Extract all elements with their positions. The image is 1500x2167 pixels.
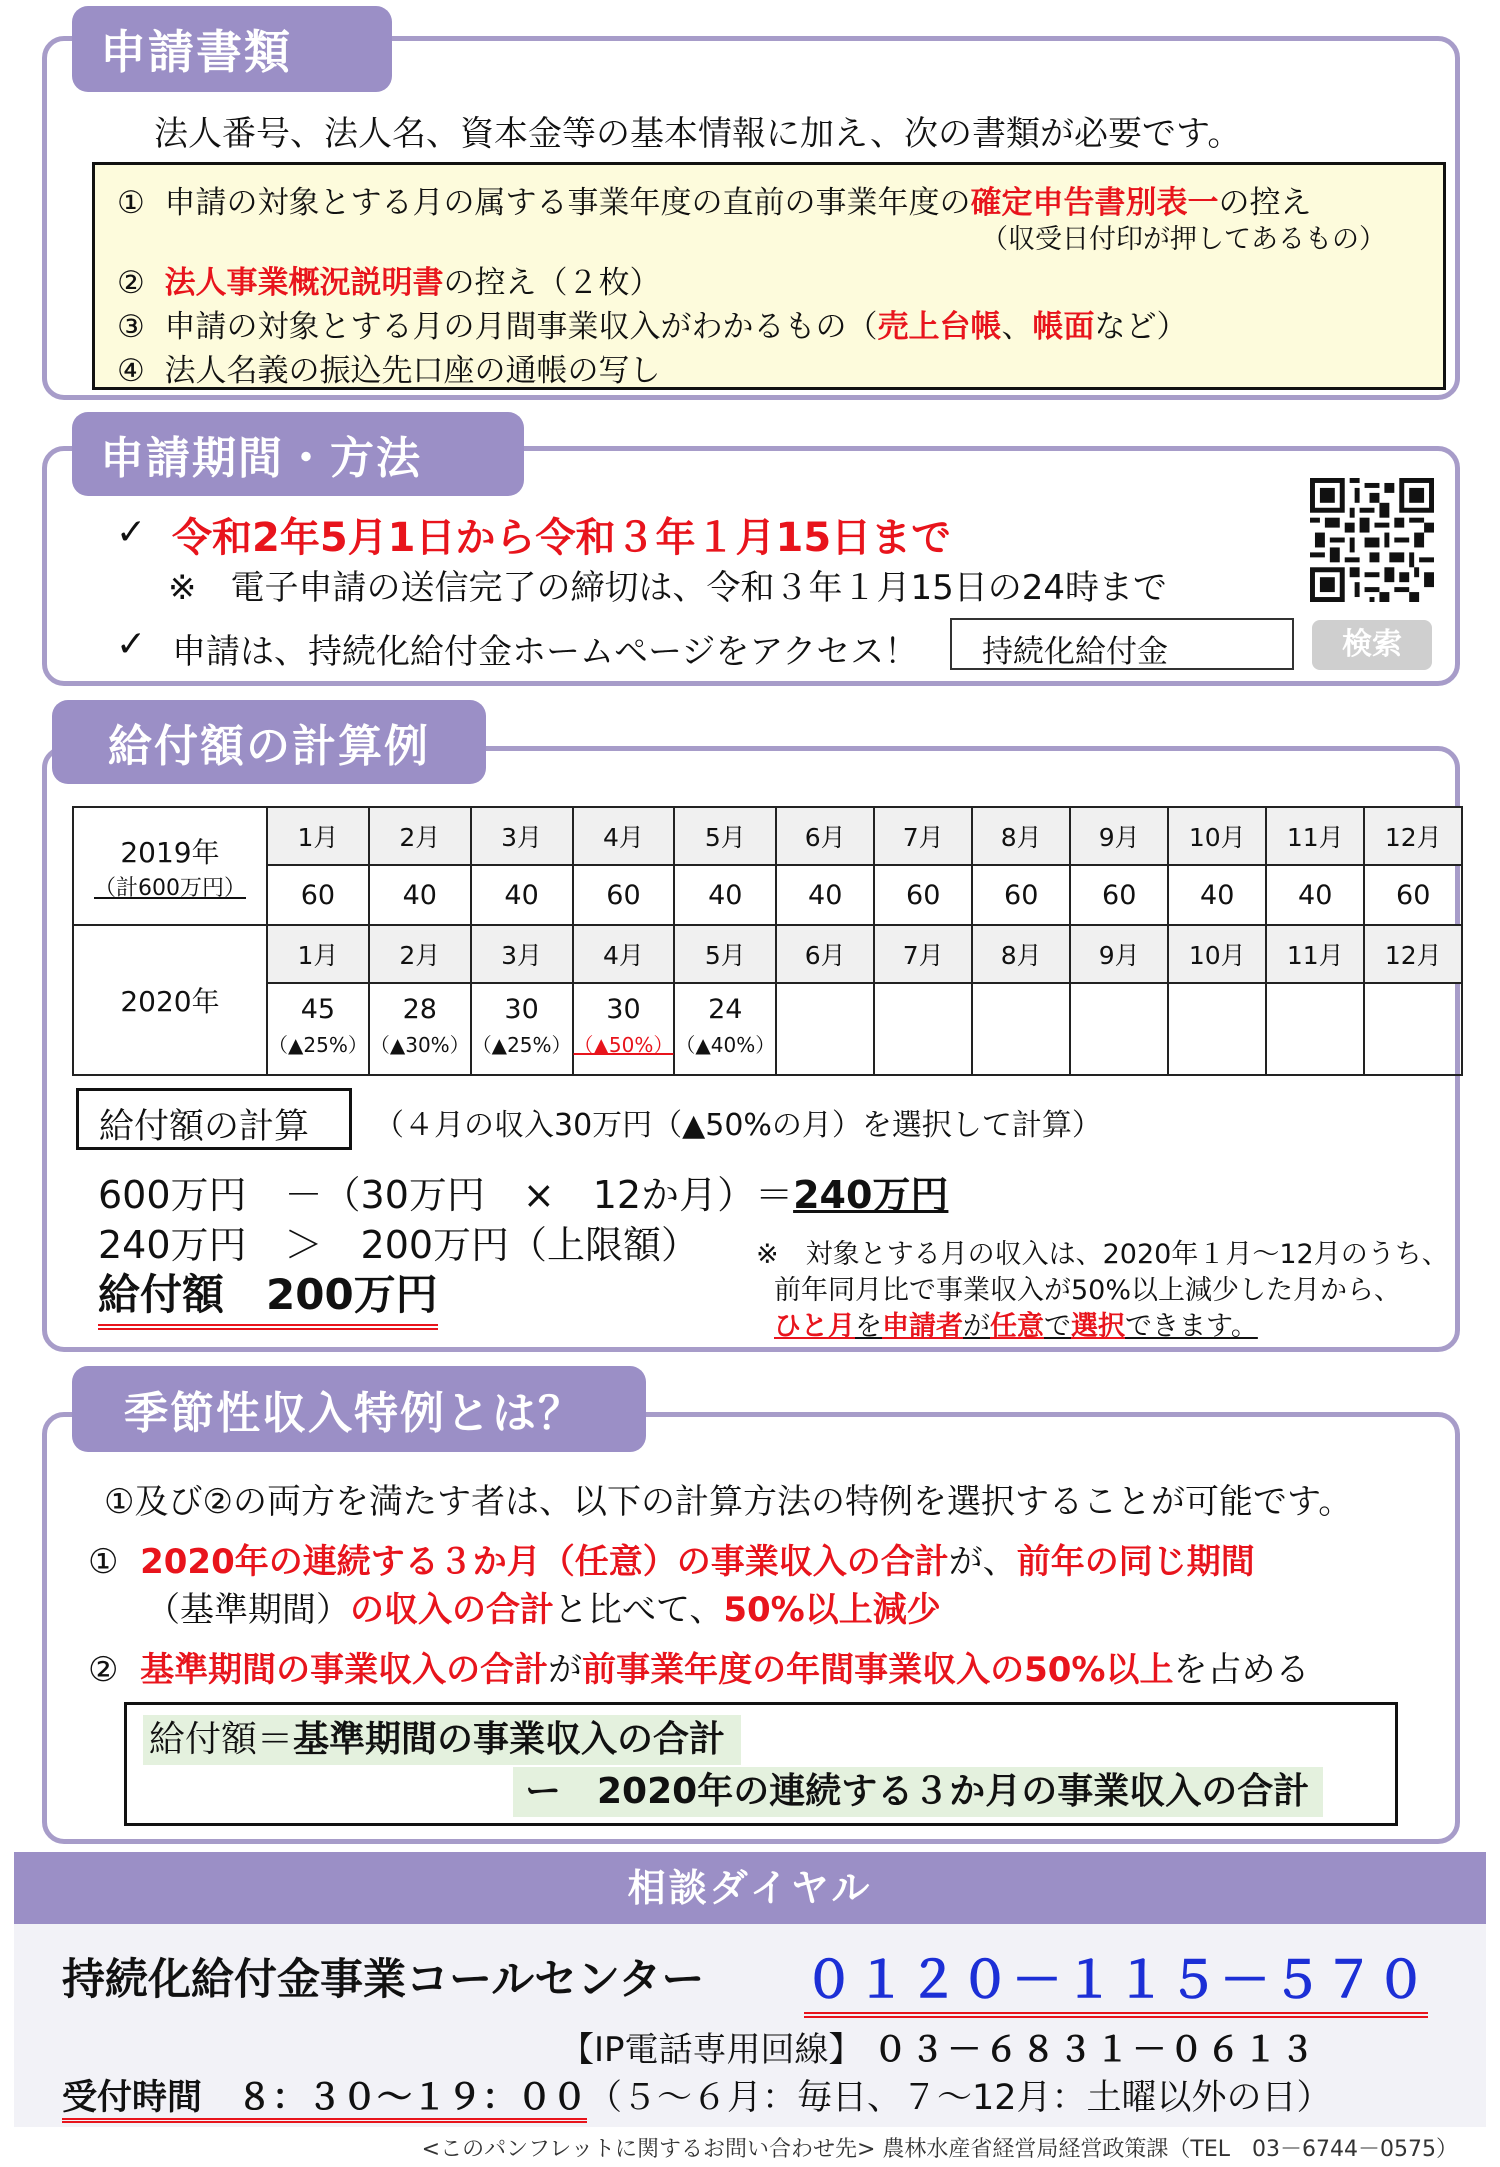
value-2019-text: 40	[402, 879, 437, 911]
note-highlight: ひと月	[774, 1311, 855, 1342]
call-center-tel[interactable]: ０１２０－１１５－５７０	[804, 1940, 1428, 2018]
note-text: が	[963, 1311, 990, 1342]
calc-line-1	[98, 1164, 948, 1219]
side-note-2: 前年同月比で事業収入が50%以上減少した月から、	[774, 1275, 1402, 1306]
month-header-2020: 8月	[972, 925, 1070, 983]
value-2019-text: 60	[606, 879, 641, 911]
item-num: ①	[88, 1542, 119, 1582]
note-highlight: 選択	[1071, 1311, 1125, 1342]
value-2019	[776, 865, 874, 925]
hours-note: （５～６月：毎日、７～12月：土曜以外の日）	[587, 2078, 1332, 2118]
year-2020-cell	[73, 925, 267, 1075]
change-pct: （▲25%）	[268, 1033, 368, 1057]
value-2020	[1070, 983, 1168, 1075]
note-text: を	[855, 1311, 882, 1342]
documents-intro: 法人番号、法人名、資本金等の基本情報に加え、次の書類が必要です。	[154, 114, 1242, 154]
doc-item-num: ④	[117, 353, 145, 389]
section-seasonal-title: 季節性収入特例とは？	[72, 1366, 646, 1452]
value-2019-text: 40	[504, 879, 539, 911]
value-2020	[1364, 983, 1462, 1075]
hours-label: 受付時間 ８：３０～１９：００	[62, 2078, 587, 2123]
formula-text: 給付額＝	[149, 1719, 294, 1760]
calc-label: 給付額の計算	[99, 1107, 310, 1147]
value-2019-text: 60	[1396, 879, 1431, 911]
value-2020-text: 24	[708, 994, 743, 1025]
value-2019-text: 40	[1298, 879, 1333, 911]
side-note-1: ※ 対象とする月の収入は、2020年１月～12月のうち、	[756, 1239, 1449, 1270]
calc-line-2: 240万円 ＞ 200万円（上限額）	[98, 1223, 700, 1267]
month-header-2019: 2月	[369, 807, 471, 865]
month-header-2019: 12月	[1364, 807, 1462, 865]
value-2019	[1168, 865, 1266, 925]
doc-item-highlight: 法人事業概況説明書	[164, 265, 444, 301]
doc-item-2	[117, 257, 661, 302]
month-header-2019: 9月	[1070, 807, 1168, 865]
value-2019	[573, 865, 675, 925]
doc-item-text: の控え（２枚）	[443, 265, 661, 301]
change-pct: （▲25%）	[471, 1033, 572, 1057]
value-2020	[573, 983, 675, 1075]
calculation-table	[72, 806, 1463, 1076]
month-header-2019: 4月	[573, 807, 675, 865]
month-header-2019: 8月	[972, 807, 1070, 865]
change-pct: （▲30%）	[369, 1033, 470, 1057]
value-2019	[1266, 865, 1364, 925]
value-2019	[972, 865, 1070, 925]
value-2020	[674, 983, 776, 1075]
month-header-2020: 9月	[1070, 925, 1168, 983]
value-2019-text: 60	[1102, 879, 1137, 911]
change-pct: （▲50%）	[573, 1033, 674, 1057]
item-highlight: 50%以上減少	[723, 1590, 941, 1630]
value-2020	[267, 983, 369, 1075]
seasonal-intro: ①及び②の両方を満たす者は、以下の計算方法の特例を選択することが可能です。	[104, 1482, 1353, 1522]
month-header-2020: 5月	[674, 925, 776, 983]
contact-title: 相談ダイヤル	[14, 1852, 1486, 1924]
value-2019	[874, 865, 972, 925]
month-header-2019: 5月	[674, 807, 776, 865]
ip-phone-line	[560, 2022, 1317, 2071]
value-2020-text: 45	[300, 994, 336, 1025]
doc-item-1-note: （収受日付印が押してあるもの）	[981, 224, 1386, 255]
qr-code-icon[interactable]	[1310, 478, 1434, 602]
formula-highlight: 基準期間の事業収入の合計	[293, 1719, 726, 1760]
doc-item-num: ③	[117, 309, 145, 345]
value-2019	[369, 865, 471, 925]
value-2020	[471, 983, 573, 1075]
check-icon: ✓	[116, 624, 147, 665]
value-2019	[267, 865, 369, 925]
item-highlight: の収入の合計	[350, 1590, 554, 1630]
month-header-2020: 7月	[874, 925, 972, 983]
doc-item-num: ①	[117, 185, 145, 221]
item-text: （基準期間）	[146, 1590, 350, 1630]
note-text: できます。	[1125, 1311, 1258, 1342]
year-2019-cell	[73, 807, 267, 925]
month-header-2020: 3月	[471, 925, 573, 983]
month-header-2020: 4月	[573, 925, 675, 983]
value-2020	[1168, 983, 1266, 1075]
period-note: ※ 電子申請の送信完了の締切は、令和３年１月15日の24時まで	[168, 568, 1168, 608]
item-highlight: 基準期間の事業収入の合計	[140, 1650, 549, 1690]
item-highlight: 前事業年度の年間事業収入の50%以上	[582, 1650, 1174, 1690]
doc-item-highlight: 帳面	[1032, 309, 1095, 345]
side-note-3	[774, 1304, 1258, 1343]
value-2019	[471, 865, 573, 925]
doc-item-text: 申請の対象とする月の月間事業収入がわかるもの（	[164, 309, 878, 345]
month-header-2019: 1月	[267, 807, 369, 865]
value-2019	[674, 865, 776, 925]
year-2019-label: 2019年	[120, 835, 220, 869]
search-input-value: 持続化給付金	[982, 634, 1168, 670]
search-input[interactable]	[950, 618, 1294, 670]
doc-item-3	[117, 301, 1188, 346]
value-2020	[369, 983, 471, 1075]
item-text: と比べて、	[554, 1590, 724, 1630]
value-2020	[1266, 983, 1364, 1075]
item-num: ②	[88, 1650, 119, 1690]
month-header-2020: 2月	[369, 925, 471, 983]
doc-item-text: 、	[1001, 309, 1033, 345]
doc-item-text: 申請の対象とする月の属する事業年度の直前の事業年度の	[164, 185, 971, 221]
footer-contact: <このパンフレットに関するお問い合わせ先> 農林水産省経営局経営政策課（TEL 03－6744－0575）	[421, 2137, 1458, 2162]
doc-item-1	[117, 177, 1312, 222]
value-2020-text: 30	[606, 994, 641, 1025]
value-2020-text: 28	[402, 994, 437, 1025]
formula-line-2: ー 2020年の連続する３か月の事業収入の合計	[513, 1767, 1323, 1817]
item-highlight: 2020年の連続する３か月（任意）の事業収入の合計	[140, 1542, 949, 1582]
value-2020	[776, 983, 874, 1075]
doc-item-highlight: 売上台帳	[877, 309, 1002, 345]
formula-box	[124, 1702, 1398, 1826]
doc-item-text: など）	[1094, 309, 1188, 345]
year-2020-label: 2020年	[120, 985, 220, 1018]
search-button[interactable]: 検索	[1312, 620, 1432, 670]
month-header-2019: 11月	[1266, 807, 1364, 865]
seasonal-item-1-cont	[146, 1582, 941, 1631]
note-text: で	[1044, 1311, 1071, 1342]
documents-list	[92, 162, 1446, 390]
year-2019-total: （計600万円）	[94, 875, 246, 901]
month-header-2019: 3月	[471, 807, 573, 865]
month-header-2020: 12月	[1364, 925, 1462, 983]
month-header-2020: 10月	[1168, 925, 1266, 983]
item-text: を占める	[1173, 1650, 1310, 1690]
seasonal-item-1	[88, 1534, 1255, 1583]
value-2019-text: 60	[1004, 879, 1039, 911]
calc-note: （４月の収入30万円（▲50%の月）を選択して計算）	[374, 1108, 1102, 1143]
value-2020	[874, 983, 972, 1075]
doc-item-text: 法人名義の振込先口座の通帳の写し	[164, 353, 661, 389]
item-text: が	[548, 1650, 583, 1690]
value-2019-text: 60	[300, 879, 336, 911]
month-header-2020: 11月	[1266, 925, 1364, 983]
value-2019	[1070, 865, 1168, 925]
month-header-2020: 6月	[776, 925, 874, 983]
month-header-2019: 10月	[1168, 807, 1266, 865]
value-2020	[972, 983, 1070, 1075]
calc-intermediate-result: 240万円	[793, 1173, 949, 1217]
value-2019	[1364, 865, 1462, 925]
access-instruction: 申請は、持続化給付金ホームページをアクセス！	[172, 632, 919, 672]
item-text: が、	[948, 1542, 1017, 1582]
value-2019-text: 40	[1200, 879, 1235, 911]
ip-phone-tel[interactable]: ０３－６８３１－０６１３	[873, 2030, 1318, 2070]
doc-item-highlight: 確定申告書別表一	[970, 185, 1219, 221]
value-2019-text: 60	[906, 879, 941, 911]
value-2020-text: 30	[504, 994, 539, 1025]
calc-formula: 600万円 －（30万円 × 12か月）＝	[98, 1173, 794, 1217]
change-pct: （▲40%）	[675, 1033, 776, 1057]
note-highlight: 任意	[990, 1311, 1044, 1342]
calc-label-box	[76, 1088, 352, 1150]
hours-line	[62, 2070, 1332, 2120]
doc-item-num: ②	[117, 265, 145, 301]
formula-line-1	[143, 1715, 741, 1765]
calc-result: 給付額 200万円	[98, 1262, 438, 1330]
month-header-2019: 7月	[874, 807, 972, 865]
month-header-2019: 6月	[776, 807, 874, 865]
seasonal-item-2	[88, 1642, 1310, 1691]
check-icon: ✓	[116, 512, 147, 553]
value-2019-text: 40	[808, 879, 843, 911]
note-highlight: 申請者	[882, 1311, 963, 1342]
section-calculation-title: 給付額の計算例	[52, 700, 486, 784]
item-highlight: 前年の同じ期間	[1016, 1542, 1255, 1582]
call-center-name: 持続化給付金事業コールセンター	[62, 1955, 705, 2005]
doc-item-4	[117, 345, 661, 390]
ip-phone-label: 【IP電話専用回線】	[560, 2030, 863, 2070]
month-header-2020: 1月	[267, 925, 369, 983]
value-2019-text: 40	[708, 879, 743, 911]
section-documents-title: 申請書類	[72, 6, 392, 92]
section-period-title: 申請期間・方法	[72, 412, 524, 496]
application-period: 令和2年5月1日から令和３年１月15日まで	[172, 515, 952, 561]
doc-item-text: の控え	[1218, 185, 1312, 221]
